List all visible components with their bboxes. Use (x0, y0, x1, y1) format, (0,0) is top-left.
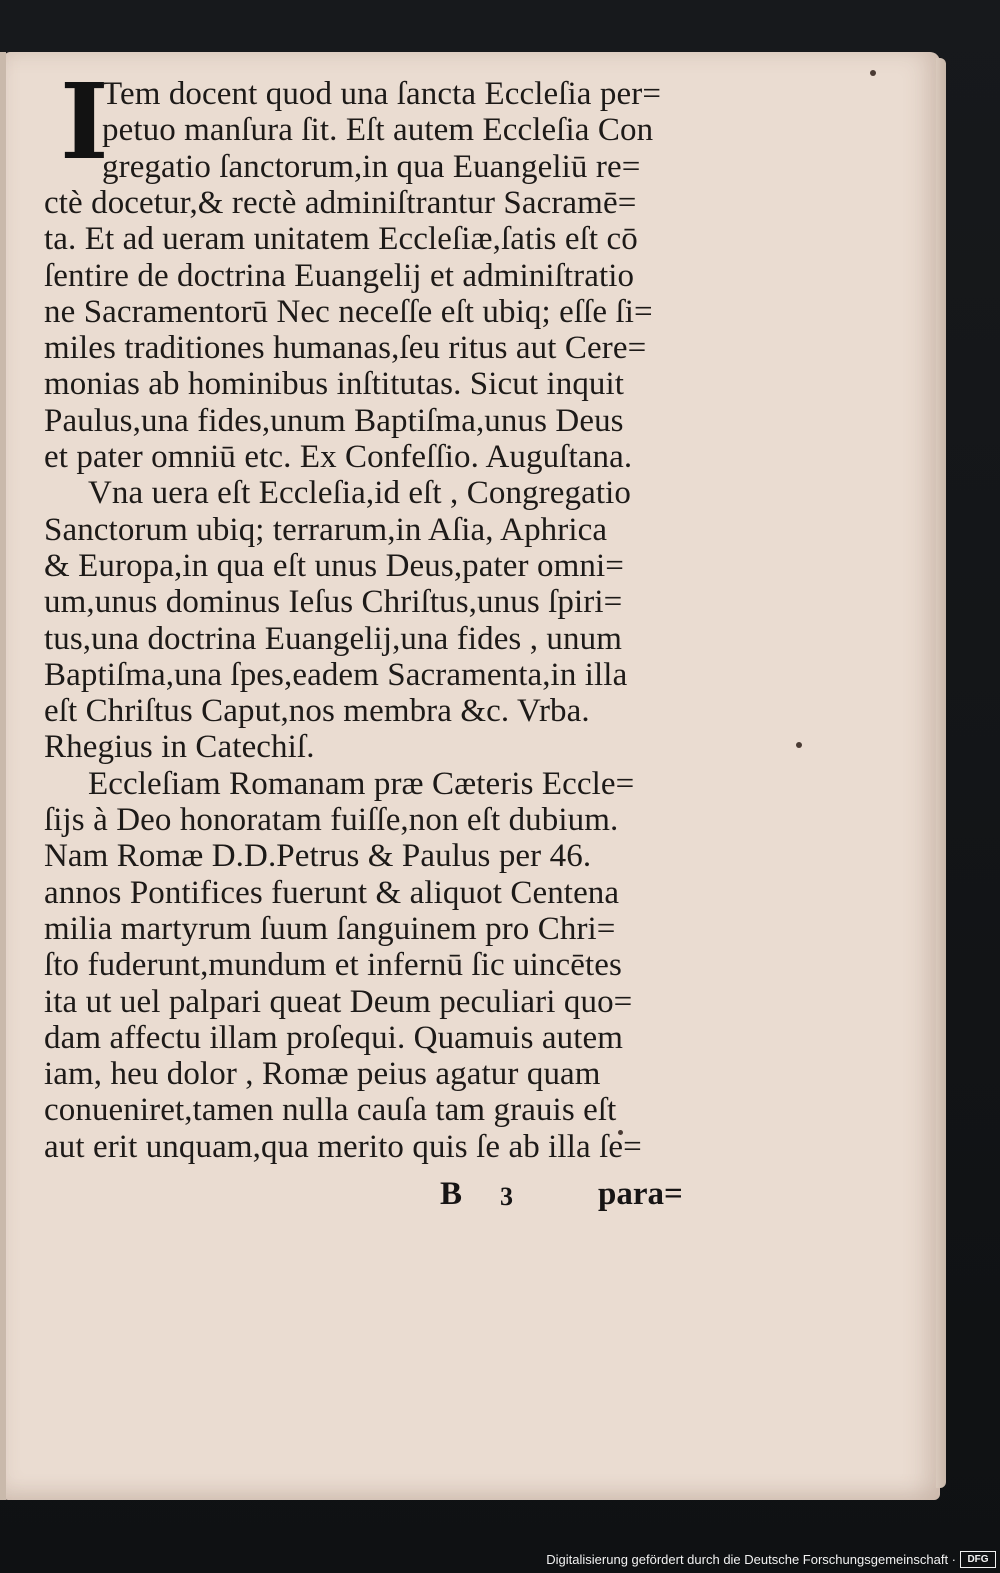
paper-speck (796, 742, 802, 748)
text-line: dam affectu illam proſequi. Quamuis autem (44, 1019, 623, 1056)
text-line: et pater omniū etc. Ex Confeſſio. Auguſtana. (44, 439, 633, 475)
signature-mark: B (440, 1176, 463, 1212)
text-line: milia martyrum ſuum ſanguinem pro Chri= (44, 910, 616, 947)
text-line: Baptiſma,una ſpes,eadem Sacramenta,in illa (44, 656, 628, 693)
text-line: petuo manſura ſit. Eſt autem Eccleſia Con (102, 112, 654, 149)
text-line: ſto fuderunt,mundum et infernū ſic uincētes (44, 947, 622, 984)
text-line: tus,una doctrina Euangelij,una fides , unum (44, 620, 622, 657)
text-line: annos Pontifices fuerunt & aliquot Centena (44, 874, 620, 911)
text-line: Paulus,una fides,unum Baptiſma,unus Deus (44, 402, 624, 439)
text-line: Vna uera eſt Eccleſia,id eſt , Congregatio (88, 475, 631, 512)
text-line: um,unus dominus Ieſus Chriſtus,unus ſpiri= (44, 584, 623, 621)
text-line: aut erit unquam,qua merito quis ſe ab illa ſe= (44, 1128, 642, 1165)
credit-bar (0, 1548, 1000, 1573)
credit-text: Digitalisierung gefördert durch die Deutsche Forschungsgemeinschaft · (546, 1552, 956, 1567)
text-line: Rhegius in Catechiſ. (44, 729, 315, 766)
text-line: Nam Romæ D.D.Petrus & Paulus per 46. (44, 838, 592, 875)
page-left-edge (0, 52, 6, 1500)
text-line: ita ut uel palpari queat Deum peculiari quo= (44, 983, 633, 1020)
page-right-edge (936, 58, 946, 1488)
drop-cap: I (60, 60, 109, 183)
text-line: miles traditiones humanas,ſeu ritus aut Cere= (44, 330, 647, 367)
text-line: ſentire de doctrina Euangelij et adminiſtratio (44, 257, 635, 294)
text-line: ne Sacramentorū Nec neceſſe eſt ubiq; eſſe ſi= (44, 293, 653, 330)
text-line: eſt Chriſtus Caput,nos membra &c. Vrba. (44, 693, 590, 730)
text-line: ſijs à Deo honoratam fuiſſe,non eſt dubium. (44, 802, 619, 838)
signature-number: 3 (500, 1182, 513, 1211)
text-line: ta. Et ad ueram unitatem Eccleſiæ,ſatis eſt cō (44, 221, 638, 258)
text-line: conueniret,tamen nulla cauſa tam grauis eſt (44, 1092, 617, 1129)
text-line: iam, heu dolor , Romæ peius agatur quam (44, 1056, 601, 1093)
text-line: Eccleſiam Romanam præ Cæteris Eccle= (88, 765, 635, 802)
text-line: & Europa,in qua eſt unus Deus,pater omni= (44, 547, 624, 584)
text-line: monias ab hominibus inſtitutas. Sicut inquit (44, 366, 625, 403)
paper-speck (870, 70, 876, 76)
text-line: Sanctorum ubiq; terrarum,in Aſia, Aphrica (44, 511, 608, 548)
text-line: gregatio ſanctorum,in qua Euangeliū re= (102, 148, 641, 185)
catchword: para= (598, 1176, 683, 1212)
dfg-logo: DFG (960, 1551, 996, 1568)
text-line: ctè docetur,& rectè adminiſtrantur Sacramē= (44, 184, 637, 221)
text-line: Tem docent quod una ſancta Eccleſia per= (102, 76, 662, 112)
